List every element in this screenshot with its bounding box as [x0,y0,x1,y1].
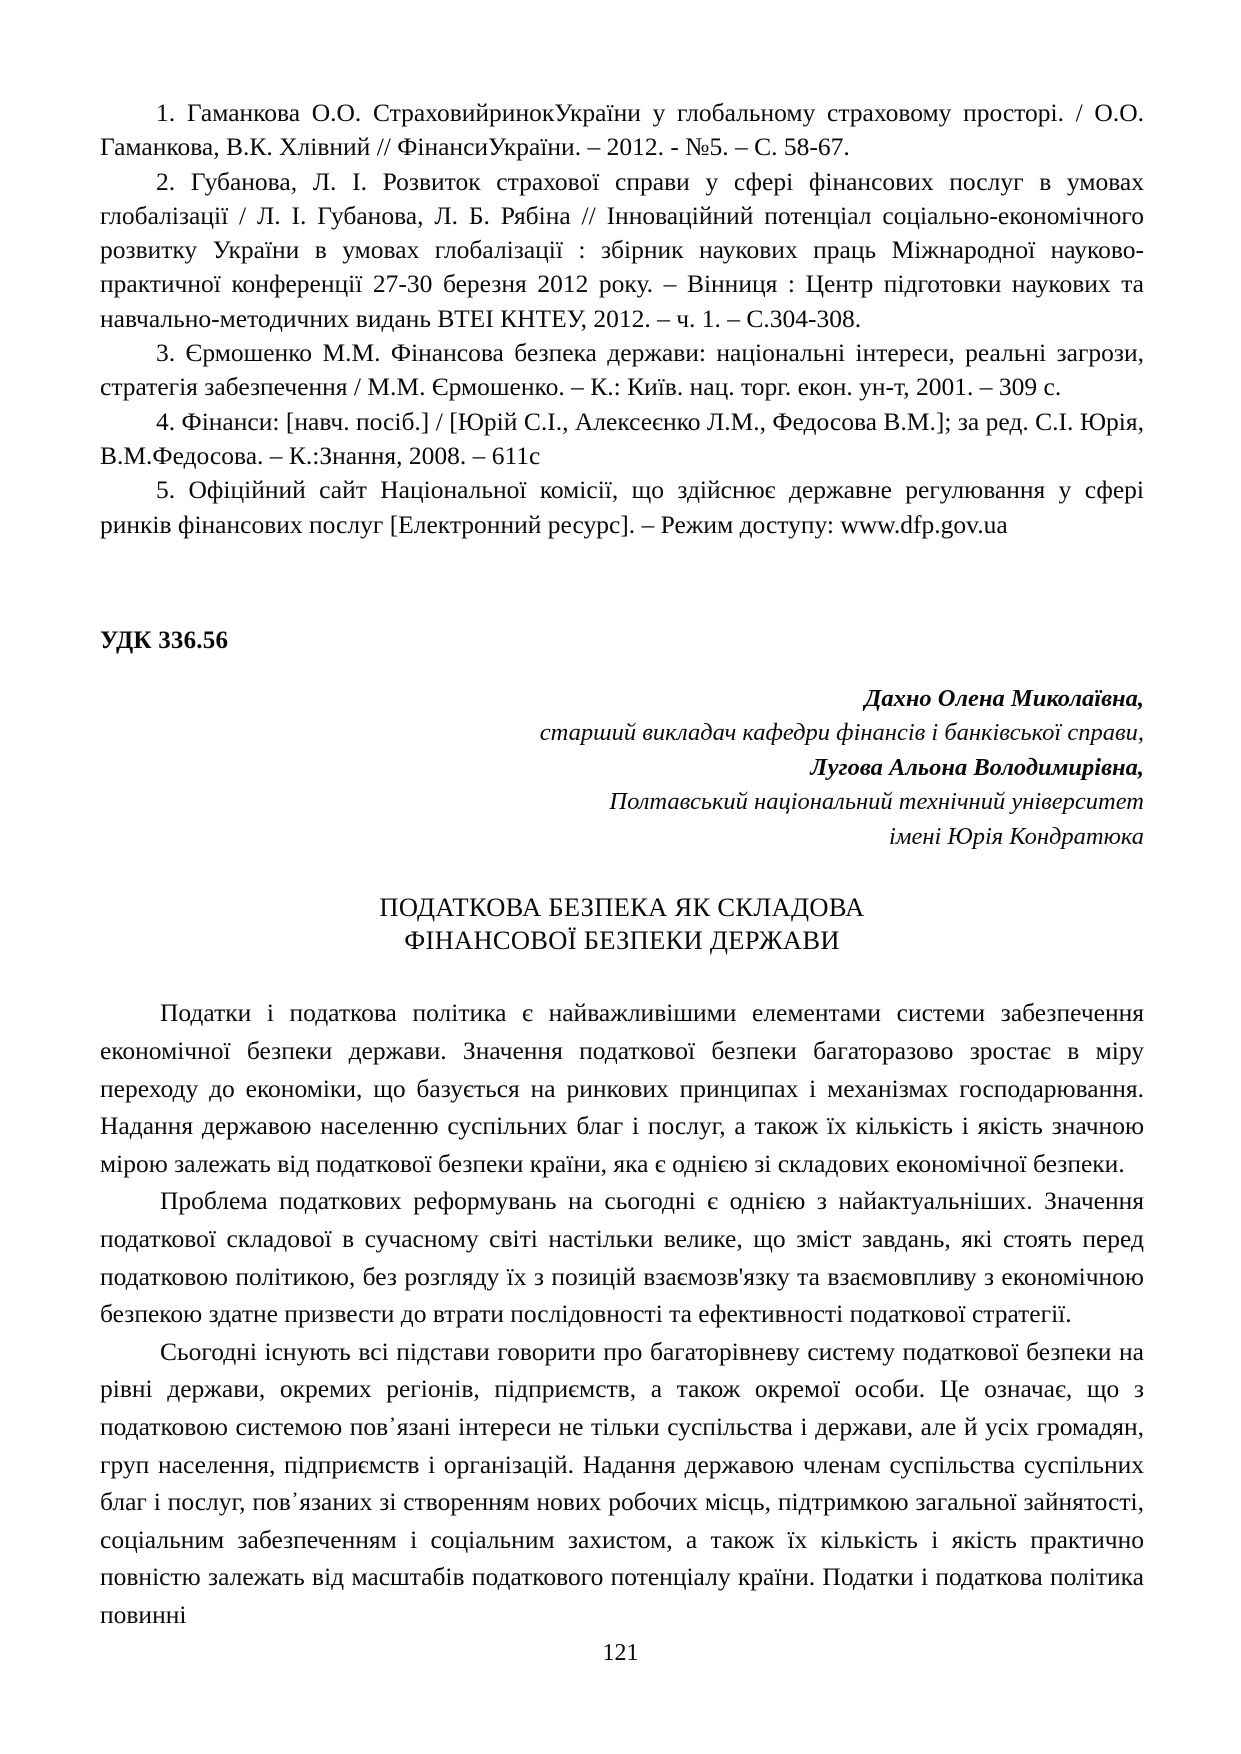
affiliation-line-2: імені Юрія Кондратюка [889,822,1144,850]
author-block [100,682,1144,855]
page-content [100,96,1144,1634]
reference-item: 5. Офіційний сайт Національної комісії, що здійснює державне регулювання у сфері ринків фінансових послуг [Електронний ресурс]. – Режим доступу: www.dfp.gov.ua [100,475,1144,539]
reference-list [100,96,1144,542]
reference-item: 3. Єрмошенко М.М. Фінансова безпека держави: національні інтереси, реальні загрози, стратегія забезпечення / М.М. Єрмошенко. – К.: Київ. нац. торг. екон. ун-т, 2001. – 309 с. [100,338,1144,402]
reference-item: 4. Фінанси: [навч. посіб.] / [Юрій С.І., Алексеєнко Л.М., Федосова В.М.]; за ред. С.І. Юрія, В.М.Федосова. – К.:Знання, 2008. – 611с [100,406,1144,470]
article-body [100,994,1144,1633]
body-paragraph: Податки і податкова політика є найважливішими елементами системи забезпечення економічної безпеки держави. Значення податкової безпеки багаторазово зростає в міру переходу до економіки, що базується на ринкових принципах і механізмах господарювання. Надання державою населенню суспільних благ і послуг, а також їх кількість і якість значною мірою залежать від податкової безпеки країни, яка є однією зі складових економічної безпеки. [100,998,1144,1178]
author-role-primary: старший викладач кафедри фінансів і банківської справи, [539,719,1144,747]
page-number: 121 [602,1640,639,1666]
article-title [100,891,1144,959]
article-title-line-2: ФІНАНСОВОЇ БЕЗПЕКИ ДЕРЖАВИ [404,925,840,956]
reference-item: 2. Губанова, Л. І. Розвиток страхової справи у сфері фінансових послуг в умовах глобалізації / Л. І. Губанова, Л. Б. Рябіна // Інноваційний потенціал соціально-економічного розвитку України в умовах глобалізації : збірник наукових праць Міжнародної науково-практичної конференції 27-30 березня 2012 року. – Вінниця : Центр підготовки наукових та навчально-методичних видань ВТЕІ КНТЕУ, 2012. – ч. 1. – С.304-308. [100,166,1144,333]
affiliation-line-1: Полтавський національний технічний університет [609,788,1144,816]
body-paragraph: Проблема податкових реформувань на сьогодні є однією з найактуальніших. Значення податкової складової в сучасному світі настільки велике, що зміст завдань, які стоять перед податковою політикою, без розгляду їх з позицій взаємозв'язку та взаємовпливу з економічною безпекою здатне призвести до втрати послідовності та ефективності податкової стратегії. [100,1186,1144,1329]
body-paragraph: Сьогодні існують всі підстави говорити про багаторівневу систему податкової безпеки на рівні держави, окремих регіонів, підприємств, а також окремої особи. Це означає, що з податковою системою пов᾽язані інтереси не тільки суспільства і держави, але й усіх громадян, груп населення, підприємств і організацій. Надання державою членам суспільства суспільних благ і послуг, пов᾽язаних зі створенням нових робочих місць, підтримкою загальної зайнятості, соціальним забезпеченням і соціальним захистом, а також їх кількість і якість практично повністю залежать від масштабів податкового потенціалу країни. Податки і податкова політика повинні [100,1336,1144,1630]
author-name-primary: Дахно Олена Миколаївна, [864,684,1144,712]
udk-code: УДК 336.56 [100,626,229,654]
author-name-secondary: Лугова Альона Володимирівна, [810,753,1144,781]
reference-item: 1. Гаманкова О.О. СтраховийринокУкраїни у глобальному страховому просторі. / О.О. Гаманкова, В.К. Хлівний // ФінансиУкраїни. – 2012. - №5. – С. 58-67. [100,98,1144,162]
article-title-line-1: ПОДАТКОВА БЕЗПЕКА ЯК СКЛАДОВА [379,891,865,922]
udk-block [100,626,1144,656]
